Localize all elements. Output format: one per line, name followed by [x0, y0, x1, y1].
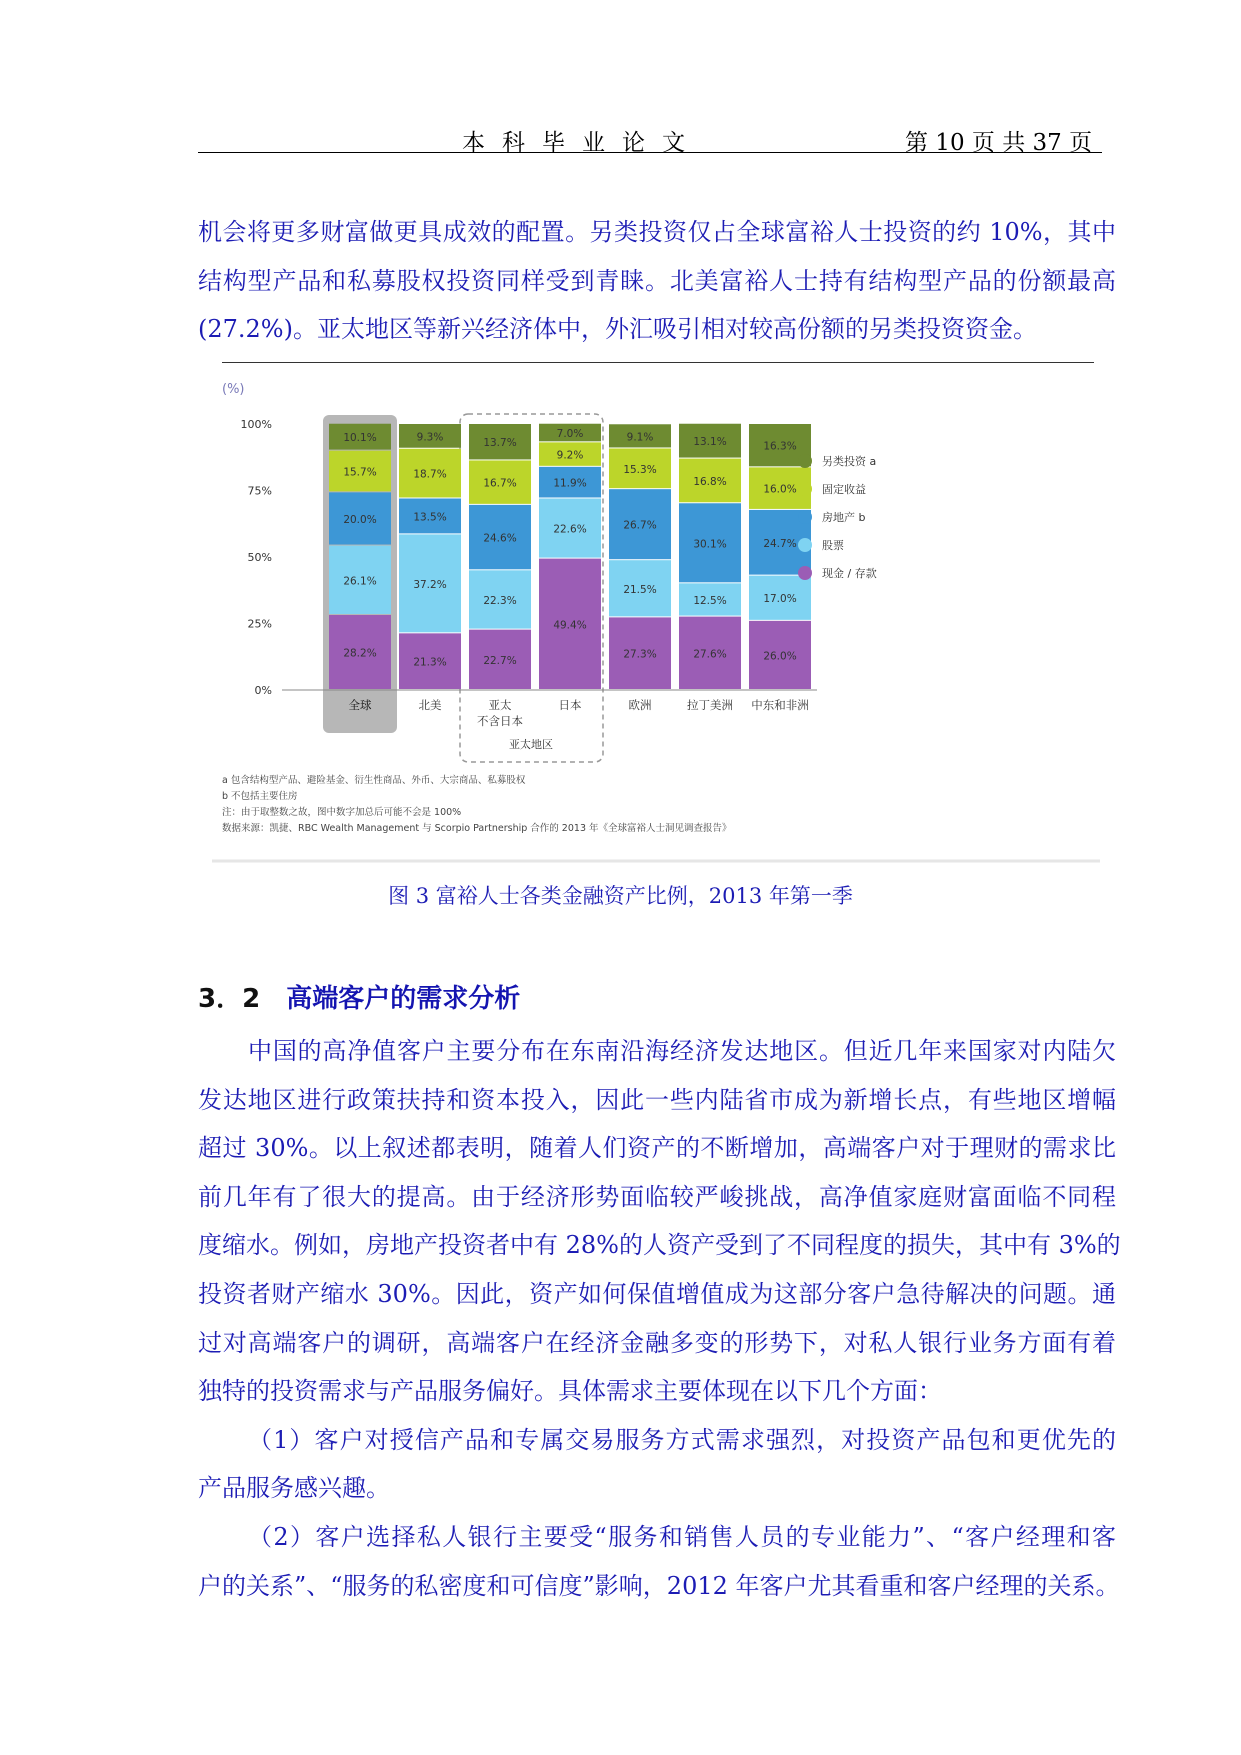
- footnote: 数据来源：凯捷、RBC Wealth Management 与 Scorpio Partnership 合作的 2013 年《全球富裕人士洞见调查报告》: [222, 823, 732, 834]
- data-label: 16.3%: [763, 440, 797, 453]
- footnote: 注：由于取整数之故，图中数字加总后可能不会是 100%: [222, 807, 462, 818]
- unit-label: (%): [222, 382, 245, 397]
- header-title: 本科毕业论文: [462, 130, 702, 156]
- legend-swatch: [798, 566, 812, 580]
- text-line: 超过 30%。以上叙述都表明，随着人们资产的不断增加，高端客户对于理财的需求比: [198, 1134, 1116, 1163]
- data-label: 26.1%: [343, 575, 377, 588]
- header-page-number: 第 10 页 共 37 页: [905, 130, 1093, 156]
- legend-label: 另类投资 a: [822, 455, 877, 468]
- data-label: 17.0%: [763, 593, 797, 606]
- legend-swatch: [798, 482, 812, 496]
- text-line: 产品服务感兴趣。: [198, 1474, 390, 1503]
- data-label: 27.3%: [623, 648, 657, 661]
- text-line: 投资者财产缩水 30%。因此，资产如何保值增值成为这部分客户急待解决的问题。通: [198, 1279, 1116, 1308]
- data-label: 26.0%: [763, 650, 797, 663]
- data-label: 9.1%: [626, 431, 654, 444]
- data-label: 9.3%: [416, 431, 444, 444]
- data-label: 10.1%: [343, 432, 377, 445]
- text-line: （1）客户对授信产品和专属交易服务方式需求强烈，对投资产品包和更优先的: [248, 1425, 1116, 1454]
- section-heading: [198, 978, 520, 1015]
- data-label: 21.3%: [413, 656, 447, 669]
- data-label: 22.7%: [483, 654, 517, 667]
- data-label: 26.7%: [623, 519, 657, 532]
- text-line: （2）客户选择私人银行主要受“服务和销售人员的专业能力”、“客户经理和客: [248, 1522, 1116, 1551]
- text-line: 户的关系”、“服务的私密度和可信度”影响，2012 年客户尤其看重和客户经理的关系。: [198, 1571, 1120, 1600]
- y-tick-label: 25%: [247, 617, 272, 631]
- y-tick-label: 0%: [254, 684, 272, 697]
- category-label: 亚太: [488, 698, 512, 712]
- legend-label: 现金 / 存款: [822, 567, 877, 580]
- text-line: 发达地区进行政策扶持和资本投入，因此一些内陆省市成为新增长点，有些地区增幅: [198, 1085, 1116, 1114]
- data-label: 7.0%: [556, 428, 584, 441]
- data-label: 13.5%: [413, 511, 447, 524]
- data-label: 16.8%: [693, 475, 727, 488]
- data-label: 16.0%: [763, 483, 797, 496]
- data-label: 13.1%: [693, 436, 727, 449]
- header-rule: [198, 152, 1102, 153]
- category-label: 中东和非洲: [751, 698, 809, 712]
- data-label: 28.2%: [343, 647, 377, 660]
- group-label: 亚太地区: [509, 738, 553, 751]
- figure-top-rule: [222, 362, 1094, 363]
- data-label: 13.7%: [483, 437, 517, 450]
- data-label: 18.7%: [413, 468, 447, 481]
- category-label: 欧洲: [628, 698, 652, 712]
- footnote: b 不包括主要住房: [222, 791, 298, 802]
- category-label: 拉丁美洲: [687, 698, 733, 712]
- paragraph-body: [198, 1027, 1121, 1610]
- footnote: a 包含结构型产品、避险基金、衍生性商品、外币、大宗商品、私募股权: [222, 775, 526, 786]
- category-label: 不含日本: [477, 714, 523, 728]
- text-line: (27.2%)。亚太地区等新兴经济体中，外汇吸引相对较高份额的另类投资资金。: [198, 315, 1037, 344]
- figure-caption: 图 3 富裕人士各类金融资产比例，2013 年第一季: [388, 884, 853, 908]
- text-line: 过对高端客户的调研，高端客户在经济金融多变的形势下，对私人银行业务方面有着: [198, 1328, 1116, 1357]
- legend-label: 房地产 b: [822, 511, 866, 524]
- data-label: 15.7%: [343, 466, 377, 479]
- y-tick-label: 50%: [247, 551, 272, 564]
- data-label: 9.2%: [556, 449, 584, 462]
- category-label: 北美: [418, 698, 442, 712]
- data-label: 20.0%: [343, 513, 377, 526]
- y-tick-label: 75%: [247, 484, 272, 498]
- text-line: 独特的投资需求与产品服务偏好。具体需求主要体现在以下几个方面：: [198, 1377, 942, 1406]
- data-label: 30.1%: [693, 538, 727, 551]
- paragraph-top: [198, 208, 1116, 354]
- text-line: 前几年有了很大的提高。由于经济形势面临较严峻挑战，高净值家庭财富面临不同程: [198, 1182, 1116, 1211]
- section-title: 高端客户的需求分析: [286, 984, 521, 1014]
- data-label: 11.9%: [553, 477, 587, 490]
- text-line: 结构型产品和私募股权投资同样受到青睐。北美富裕人士持有结构型产品的份额最高: [198, 266, 1116, 295]
- text-line: 度缩水。例如，房地产投资者中有 28%的人资产受到了不同程度的损失，其中有 3%的: [198, 1231, 1121, 1260]
- asset-allocation-chart: [212, 375, 1100, 863]
- data-label: 49.4%: [553, 619, 587, 632]
- category-label: 全球: [348, 698, 372, 712]
- legend-label: 股票: [822, 539, 844, 552]
- section-number: 3．2: [198, 984, 261, 1014]
- data-label: 24.6%: [483, 532, 517, 545]
- data-label: 16.7%: [483, 477, 517, 490]
- data-label: 22.3%: [483, 594, 517, 607]
- text-line: 机会将更多财富做更具成效的配置。另类投资仅占全球富裕人士投资的约 10%，其中: [198, 218, 1116, 246]
- legend-swatch: [798, 510, 812, 524]
- data-label: 22.6%: [553, 523, 587, 536]
- data-label: 27.6%: [693, 648, 727, 661]
- y-tick-label: 100%: [240, 418, 272, 431]
- data-label: 12.5%: [693, 594, 727, 607]
- legend-label: 固定收益: [822, 483, 866, 496]
- chart-svg: [212, 375, 1100, 863]
- legend-swatch: [798, 454, 812, 468]
- data-label: 24.7%: [763, 537, 797, 550]
- text-line: 中国的高净值客户主要分布在东南沿海经济发达地区。但近几年来国家对内陆欠: [248, 1037, 1116, 1065]
- data-label: 37.2%: [413, 578, 447, 591]
- legend-swatch: [798, 538, 812, 552]
- data-label: 15.3%: [623, 463, 657, 476]
- category-label: 日本: [558, 698, 582, 712]
- data-label: 21.5%: [623, 583, 657, 596]
